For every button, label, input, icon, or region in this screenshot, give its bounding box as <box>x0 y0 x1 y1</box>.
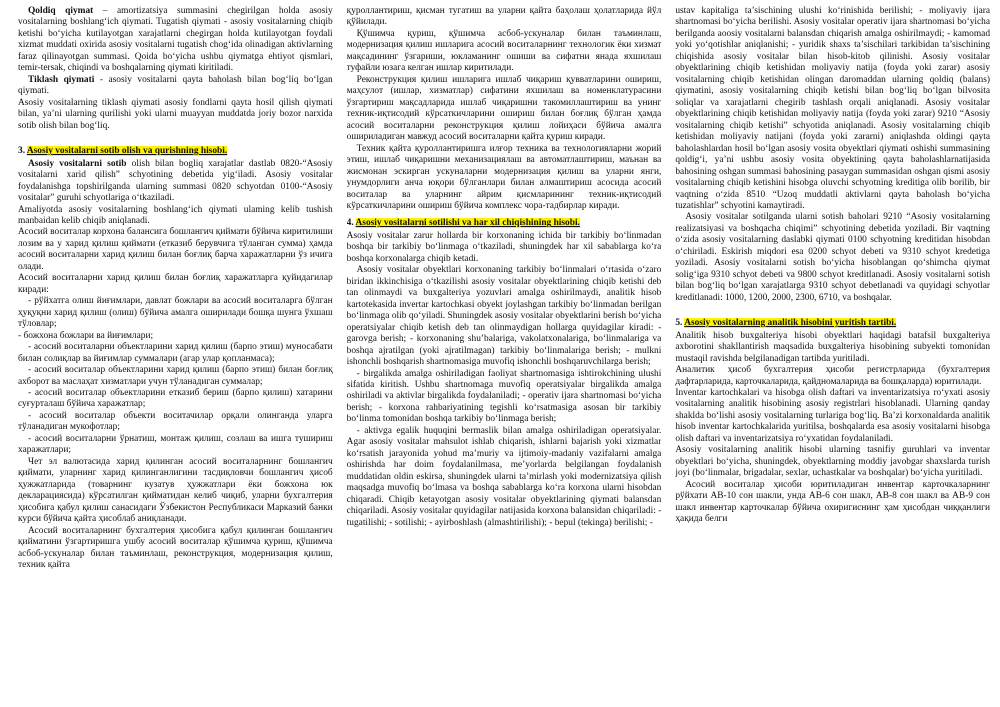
paragraph: Amaliyotda asosiy vositalarning boshlang‘ich qiymati ulaming kelib tushish manbaidan kelib chiqib aniqlanadi. <box>18 204 333 226</box>
list-item: - асосий воситалар объектларини етказиб бериш (барпо қилиш) хатарини суғурталаш бўйича харажатлар; <box>18 388 333 410</box>
heading-number: 5. <box>675 318 685 329</box>
paragraph: ustav kapitaliga ta’sischining ulushi ko‘rinishida berilishi; - moliyaviy ijara shartnomasi bo‘yicha berilishi. Asosiy vositalar operativ ijara shartnomasi bo‘yicha berilganda aoosiy vositalarni balansdan chiqarish amalga oshirilmaydi; - kamomad yoki yo‘qotishlar aniqlanishi; - yuridik shaxs ta’sischilari tarkibidan ta’sischining chiqishida asosiy vositalar bilan hisob-kitob qilinishi. Asosiy vositalar obyektlarining chiqib ketishidan moliyaviy natija (foyda yoki zarar) asosiy vositalarning chiqib ketishidan olingan daromaddan ularning qoldiq (balans) qiymatini, asosiy vositalarning chiqib ketishi bilan bog‘liq bo‘lgan bilvosita soliqlar va xarajatlarni chegirib tashlash orqali aniqlanadi. Asosiy vositalar obyektlarining chiqib ketishidan moliyaviy natija (foyda yoki zarar) 9210 “Asosiy vositalarning chiqib ketishi” schyotida aniqlanadi. Asosiy vositalarning chiqib ketishidan moliyaviy natijani (foyda yoki zararni) aniqlashda oldingi qayta baholashlardan hosil bo‘lgan asosiy vosita obyektlari qiymati oshishi summasining qoldig‘i, ya’ni ushbu asosiy vosita obyektining qayta baholashlarnatijasida bahosining oshgan summasi bahosining pasaygan summasidan oshgan qismi asosiy vositalarning chiqib ketishini hisobga oluvchi schyotning kreditiga olib borilib, bir vaqtning o‘zida 8510 “Uzoq muddatli aktivlarni qayta baholash bo‘yicha tuzatishlar” schyotini kamaytiradi. <box>675 6 991 211</box>
list-item: - асосий воситалар объекти воситачилар орқали олинганда уларга тўланадиган мукофотлар; <box>18 410 333 433</box>
paragraph: Асосий воситаларни харид қилиш билан боғлиқ харажатларга қуйидагилар киради: <box>18 273 333 295</box>
paragraph: Inventar kartochkalari va hisobga olish daftari va inventarizatsiya ro‘yxati asosiy vositalarning analitik hisobining asosiy registrlari hisoblanadi. Ularning qanday shaklda bo‘lishi asosiy vositalarning turlariga bog‘liq. Ba’zi korxonaldarda analitik hisob inventar kartochkalarida yuritilsa, boshqalarda esa asosiy vositalarni hisobga olish daftari va inventarizatsiya ro‘yxatidan foydalaniladi. <box>675 388 991 444</box>
list-item: - асосий воситаларни объектларини харид қилиш (барпо этиш) муносабати билан солиқлар ва йиғимлар суммалари (агар улар қопланмаса); <box>18 342 333 364</box>
paragraph-text: - asosiy vositalarni qayta baholash bilan bog‘liq bo‘lgan qiymati. <box>18 74 333 97</box>
heading-text: Asosiy vositalarning analitik hisobini yuritish tartibi. <box>684 318 897 329</box>
paragraph: - birgalikda amalga oshiriladigan faoliyat shartnomasiga ishtirokchining ulushi sifatida kiritish. Ushbu shartnomaga muvofiq operatsiyalar birgalikda amalga oshiriladi va aktivlar birgalikda foydalaniladi; - operativ ijara shartnomasi bo‘yicha berish; - korxona rahbariyatining tegishli ko‘rsatmasiga asosan bir tarkibiy bo‘linma tomonidan boshqa tarkibiy bo‘linmaga berish; <box>346 368 662 425</box>
spacer <box>675 304 990 312</box>
paragraph: Asosiy vositalar sotilganda ularni sotish baholari 9210 “Asosiy vositalarning realizatsiyasi va boshqacha chiqimi” schyotining debetida yoziladi. Bir vaqtning o‘zida asosiy vositalarning daslabki qiymati 0100 schyotning kreditidan hisobdan o‘chiriladi. Eskirish miqdori esa 0200 schyot debeti va 9310 schyot kredetiga yoziladi. Asosiy vositalarni sotish bo‘yicha hisoblangan qo‘shimcha qiymat solig‘iga 9310 schyot debeti va 9800 schyot kreditlanadi. Asosiy vositalarni sotish bilan bog‘liq bo‘lgan xarajatlarga 9310 schyot debetlanadi va quyidagi schyotlar kreditlanadi: 1000, 1200, 2000, 2300, 6710, va boshqalar. <box>675 212 991 303</box>
paragraph: Чет эл валютасида харид қилинган асосий воситаларнинг бошлангич қиймати, уларнинг харид қилинганлигини тасдиқловчи бошлангич ҳисоб ҳужжатларида (товарнинг кузатув ҳужжатлари ёки божхона юк декларациясида) кўрсатилган қийматидан келиб чиқиб, уларни бухгалтерия ҳисобига қабул қилиш санасидаги Ўзбекистон Республикаси Марказий банки курси бўйича қайта ҳисоблаб аниқланади. <box>18 456 333 525</box>
heading-text: Asosiy vositalarni sotilishi va har xil chiqishining hisobi. <box>355 218 580 229</box>
term: Tiklash qiymati <box>28 74 95 85</box>
section-heading-3 <box>18 146 333 157</box>
term: Qoldiq qiymat <box>28 6 94 16</box>
heading-number: 4. <box>346 218 356 229</box>
paragraph <box>18 75 333 98</box>
paragraph <box>18 159 333 205</box>
paragraph: Asosiy vositalarning tiklash qiymati asosiy fondlarni qayta hosil qilish qiymati bilan, ya’ni ularning qurilishi yoki ularni muayyan muddatda joriy bozor narxida sotib olish bilan bog‘liq. <box>18 97 333 131</box>
paragraph: Реконструкция қилиш ишларига ишлаб чиқариш қувватларини ошириш, маҳсулот (ишлар, хизматлар) сифатини яхшилаш ва номенклатурасини ўзгартириш мақсадларида ишлаб чиқаришни такомиллаштириш ва унинг техник-иқтисодий кўрсаткичларини ошириш билан боғлиқ бўлган ҳамда асосий воситаларни реконструкция қилиш лойиҳаси бўйича амалга ошириладиган мавжуд асосий воситаларни қайта қуриш киради. <box>346 74 662 143</box>
section-heading-4 <box>347 218 662 229</box>
column-1 <box>18 6 333 707</box>
paragraph: Техник қайта қуроллантиришга илғор техника ва технологияларни жорий этиш, ишлаб чиқаришни механизациялаш ва автоматлаштириш, маънан ва жисмонан эскирган ускуналарни модернизация қилиш ва уларни янги, унумдорлиги анча юқори бўлганлари билан алмаштириш асосида асосий воситалар ва уларнинг айрим қисмларининг техник-иқтисодий кўрсаткичларини ошириш бўйича комплекс чора-тадбирлар киради. <box>346 143 662 211</box>
spacer <box>18 132 333 140</box>
paragraph: Қўшимча қуриш, қўшимча асбоб-ускуналар билан таъминлаш, модернизация қилиш ишларига асосий воситаларнинг технологик ёки хизмат мақсадининг ўзгариши, юкламанинг ошиши ва сифатни янада яхшилаш туфайли юзага келган ишлар киритилади. <box>346 28 662 74</box>
paragraph: Analitik hisob buxgalteriya hisobi obyektlari haqidagi batafsil buxgalteriya axborotini shakllantirish maqsadida buxgalteriya hisobining subyekti tomonidan mustaqil ravishda belgilanadigan tartibda yuritiladi. <box>675 330 991 364</box>
column-3 <box>675 6 990 707</box>
paragraph: Asosiy vositalar zarur hollarda bir korxonaning ichida bir tarkibiy bo‘linmadan boshqa bir tarkibiy bo‘linmaga o‘tkaziladi, shuningdek har xil sabablarga ko‘ra boshqa korxonalarga chiqib ketadi. <box>346 230 662 264</box>
paragraph: Асосий воситалар корхона балансига бошлангич қиймати бўйича киритилиши лозим ва у харид қилиш қиймати (етказиб берувчига тўланган сумма) ҳамда асосий воситаларни харид қилиш билан боғлиқ барча харажатларни ўз ичига олади. <box>18 227 333 272</box>
column-2 <box>347 6 662 707</box>
paragraph-text: olish bilan bogliq xarajatlar dastlab 0820-“Asosiy vositalarni xarid qilish” schyotining debetida yig‘iladi. Asosiy vositalar foydalanishga topshirilganda ularning summasi 0820 schyotdan 0100-“Asosiy vositalar” guruhi schyotlariga o‘tkaziladi. <box>18 158 333 204</box>
paragraph: Асосий воситаларнинг бухгалтерия ҳисобига қабул қилинган бошлангич қийматини ўзгартиришга ушбу асосий воситалар қўшимча қуриш, қўшимча асбоб-ускуналар билан таъминлаш, реконструкция, модернизация қилиш, техник қайта <box>18 525 333 571</box>
paragraph: Asosiy vositalar obyektlari korxonaning tarkibiy bo‘linmalari o‘rtasida o‘zaro biridan ikkinchisiga o‘tkazilishi asosiy vositalar obyektlarining chiqib ketishi deb tan olinmaydi va buxgalteriya yozuvlari amalga oshirilmaydi, analitik hisob kartotekasida invertar kartochkasi obyekt joylashgan tarkibiy bo‘linmadan berilgan bo‘linmaga olib qo‘yiladi. Shuningdek asosiy vositalar obyektlarini berish bo‘yicha operatsiyalar chiqib ketish deb tan olinmaydigan hollarga quyidagilar kiradi: - garovga berish; - korxonaning shu’balariga, vakolatxonalariga, bo‘linmalariga va boshqa ajratilgan (yoki ajratilmagan) tarkibiy bo‘linmalariga berish; - mulkni ishonchli boshqarish shartnomasiga muvofiq ishonchli boshqaruvchilarga berish; <box>346 265 662 368</box>
paragraph: қуроллантириш, қисман тугатиш ва уларни қайта баҳолаш ҳолатларида йўл қўйилади. <box>346 6 662 28</box>
paragraph: Асосий воситалар ҳисоби юритиладиган инвентар карточкаларнинг рўйхати АВ-10 сон шакли, унда АВ-6 сон шакл, АВ-8 сон шакл ва АВ-9 сон шакл инвентар карточкалар бўйича охиригиснинг ҳам ҳисобдан чиққанлиги ҳақида белги <box>675 479 991 525</box>
section-heading-5 <box>675 318 990 329</box>
list-item: - рўйхатга олиш йиғимлари, давлат божлари ва асосий воситаларга бўлган ҳуқуқни харид қилиш (олиш) бўйича амалга оширилади бошқа шунга ўхшаш тўловлар; <box>18 296 333 330</box>
paragraph: - aktivga egalik huquqini bermaslik bilan amalga oshiriladigan operatsiyalar. Agar asosiy vositalar mahsulot ishlab chiqarish, ishlarni bajarish yoki xizmatlar ko‘rsatish jarayonida yohud ma’muriy va ijtimoiy-madaniy vazifalarni amalga oshirishda har doim foydalanilmasa, me’yorlarda belgilangan foydalanish muddatidan oldin eskirsa, shuningdek ularni ta’mirlash yoki modernizatsiya qilish maqsadga muvofiq bo‘lmasa va boshqa sabablarga ko‘ra korxona ularni hisobdan chiqaradi. Chiqib ketayotgan asosiy vositalar obyektlarining qiymati balansdan chiqariladi. Asosiy vositalar quyidagilar natijasida korxona balansidan chiqariladi: - tugatilishi; - sotilishi; - ayirboshlash (almashtirilishi); - bepul (tekinga) berilishi; - <box>346 425 662 528</box>
paragraph <box>18 6 333 75</box>
list-item: - асосий воситалар объектларини харид қилиш (барпо этиш) билан боғлиқ ахборот ва маслаҳат хизматлари учун тўланадиган суммалар; <box>18 365 333 387</box>
paragraph: Аналитик ҳисоб бухгалтерия ҳисоби регистрларида (бухгалтерия дафтарларида, карточкаларида, қайдномаларида ва бошқаларда) юритилади. <box>675 365 991 387</box>
paragraph-text: – amortizatsiya summasini chegirilgan holda asosiy vositalarning boshlang‘ich qiymati. Tugatish qiymati - asosiy vositalarning chiqib ketishi bo‘yicha kutilayotgan xarajatlarni chegirgan holda kutilayotgan foydali xizmat muddati oxirida asosiy vositalarni tugatish chog‘ida olinadigan aktivlarning faraz qilinayotgan summasi. Qoida bo‘yicha ushbu qiymatga ehtiyot qismlari, temir-tersak, chiqindi va boshqalarning qiymati kiritiladi. <box>18 6 333 74</box>
list-item: - асосий воситаларни ўрнатиш, монтаж қилиш, созлаш ва ишга тушириш харажатлари; <box>18 433 333 456</box>
text-columns <box>18 6 990 707</box>
heading-number: 3. <box>18 146 27 157</box>
list-item: - божхона божлари ва йиғимлари; <box>18 330 154 341</box>
heading-text: Asosiy vositalarni sotib olish va qurishning hisobi. <box>26 146 228 157</box>
paragraph: Asosiy vositalarning analitik hisobi ularning tasnifiy guruhlari va inventar obyektlari bo‘yicha, shuningdek, obyektlarning moddiy javobgar shaxslarda turish joyi (bo‘linmalar, brigadalar, sexlar, uchastkalar va boshqalar) bo‘yicha yuritiladi. <box>675 445 991 479</box>
term: Asosiy vositalarni sotib <box>28 158 127 169</box>
